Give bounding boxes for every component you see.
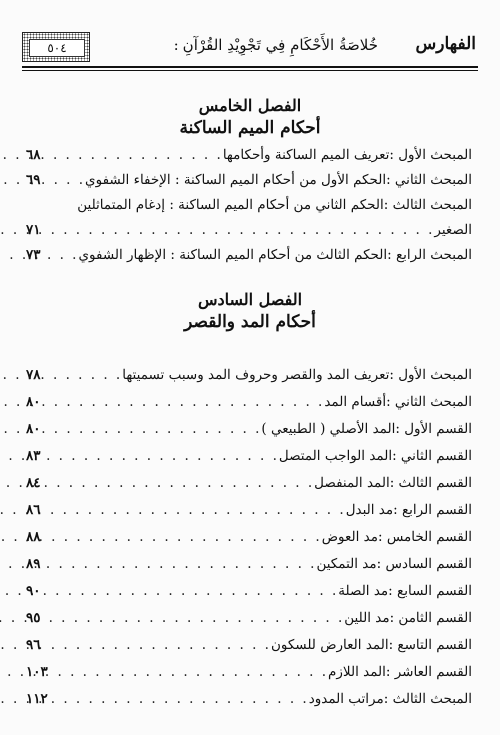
toc-list [26, 362, 472, 713]
toc-entry[interactable] [26, 416, 472, 443]
entry-label: القسم الثالث : [389, 475, 472, 491]
toc-entry[interactable] [26, 605, 472, 632]
entry-page: ٧٣ [26, 247, 41, 263]
entry-label: القسم الرابع : [393, 502, 472, 518]
entry-text: الصغير [434, 222, 472, 238]
entry-label: المبحث الثاني : [386, 172, 472, 188]
entry-text: تعريف المد والقصر وحروف المد وسبب تسميتها [122, 367, 390, 383]
entry-text: تعريف الميم الساكنة وأحكامها [222, 147, 390, 163]
entry-page: ٨٦ [26, 502, 41, 518]
toc-entry[interactable] [26, 362, 472, 389]
toc-entry[interactable] [26, 632, 472, 659]
chapter-subtitle: أحكام الميم الساكنة [179, 118, 321, 138]
toc-entry[interactable] [26, 524, 472, 551]
entry-text: المد العارض للسكون [270, 637, 389, 653]
entry-label: القسم السابع : [388, 583, 472, 599]
toc-entry[interactable] [26, 243, 472, 268]
toc-entry[interactable] [26, 551, 472, 578]
toc-entry[interactable] [26, 193, 472, 218]
toc-entry[interactable] [26, 497, 472, 524]
leader-dots [45, 632, 271, 659]
entry-text: المد اللازم [328, 664, 386, 680]
toc-entry[interactable] [26, 659, 472, 686]
page-number-box [22, 32, 90, 62]
leader-dots [45, 551, 317, 578]
entry-label: القسم التاسع : [388, 637, 472, 653]
entry-text: مد التمكين [316, 556, 377, 572]
entry-text: الحكم الثالث من أحكام الميم الساكنة : الإظهار الشفوي [78, 247, 388, 263]
leader-dots [45, 218, 435, 243]
entry-label: المبحث الأول : [389, 367, 472, 383]
entry-text: مد البدل [345, 502, 394, 518]
leader-dots [52, 686, 309, 713]
toc-entry[interactable] [26, 470, 472, 497]
entry-text: أقسام المد [324, 394, 387, 410]
entry-page: ٦٩ [26, 172, 41, 188]
chapter-heading: الفصل السادس [197, 290, 303, 309]
entry-text: مد اللين [344, 610, 390, 626]
leader-dots [45, 443, 279, 470]
header-rule-thin [22, 70, 478, 71]
entry-text: الحكم الأول من أحكام الميم الساكنة : الإخفاء الشفوي [85, 172, 387, 188]
entry-label: القسم الثامن : [389, 610, 472, 626]
entry-text: الحكم الثاني من أحكام الميم الساكنة : إدغام المتماثلين [77, 197, 384, 213]
entry-text: مراتب المدود [308, 691, 384, 707]
entry-page: ٨٠ [26, 421, 41, 437]
book-title-text: خُلاصَةُ الأَحْكَامِ فِي تَجْوِيْدِ القُرْآنِ [182, 36, 378, 54]
entry-label: القسم الخامس : [378, 529, 472, 545]
toc-entry-continuation[interactable] [26, 218, 472, 243]
leader-dots [45, 497, 346, 524]
entry-label: القسم العاشر : [385, 664, 472, 680]
entry-label: القسم السادس : [376, 556, 472, 572]
entry-text: مد العوض [321, 529, 378, 545]
section-title: الفهارس [415, 34, 476, 54]
entry-text: المد الواجب المتصل [278, 448, 393, 464]
entry-page: ٦٨ [26, 147, 41, 163]
toc-entry[interactable] [26, 443, 472, 470]
page-number: ٥٠٤ [29, 39, 85, 57]
toc-entry[interactable] [26, 168, 472, 193]
entry-text: المد المنفصل [314, 475, 390, 491]
entry-page: ٩٠ [26, 583, 41, 599]
entry-label: المبحث الثاني : [386, 394, 472, 410]
entry-label: المبحث الرابع : [387, 247, 472, 263]
entry-page: ٩٥ [26, 610, 41, 626]
book-title [170, 36, 378, 54]
entry-label: المبحث الثالث : [383, 197, 472, 213]
entry-page: ١١٢ [26, 691, 48, 707]
chapter-subtitle: أحكام المد والقصر [184, 312, 316, 332]
entry-page: ١٠٣ [26, 664, 48, 680]
leader-dots [45, 243, 79, 268]
leader-dots [45, 168, 86, 193]
toc-entry[interactable] [26, 143, 472, 168]
header-separator: : [173, 36, 179, 54]
leader-dots [45, 470, 315, 497]
toc-entry[interactable] [26, 389, 472, 416]
toc-entry[interactable] [26, 686, 472, 713]
leader-dots [45, 362, 123, 389]
chapter-heading: الفصل الخامس [198, 96, 302, 115]
entry-page: ٨٠ [26, 394, 41, 410]
entry-page: ٩٦ [26, 637, 41, 653]
entry-page: ٧٨ [26, 367, 41, 383]
leader-dots [52, 659, 328, 686]
entry-label: المبحث الثالث : [383, 691, 472, 707]
header-rule [22, 66, 478, 68]
leader-dots [45, 524, 322, 551]
leader-dots [45, 578, 339, 605]
entry-text: مد الصلة [338, 583, 389, 599]
leader-dots [45, 143, 223, 168]
entry-label: القسم الأول : [395, 421, 472, 437]
leader-dots [45, 389, 325, 416]
leader-dots [45, 416, 262, 443]
toc-list [26, 143, 472, 268]
running-header [22, 30, 478, 70]
entry-page: ٧١ [26, 222, 41, 238]
entry-page: ٨٩ [26, 556, 41, 572]
leader-dots [45, 605, 345, 632]
entry-page: ٨٨ [26, 529, 41, 545]
entry-text: المد الأصلي ( الطبيعي ) [261, 421, 396, 437]
entry-label: القسم الثاني : [392, 448, 472, 464]
entry-page: ٨٤ [26, 475, 41, 491]
entry-label: المبحث الأول : [389, 147, 472, 163]
entry-page: ٨٣ [26, 448, 41, 464]
toc-entry[interactable] [26, 578, 472, 605]
